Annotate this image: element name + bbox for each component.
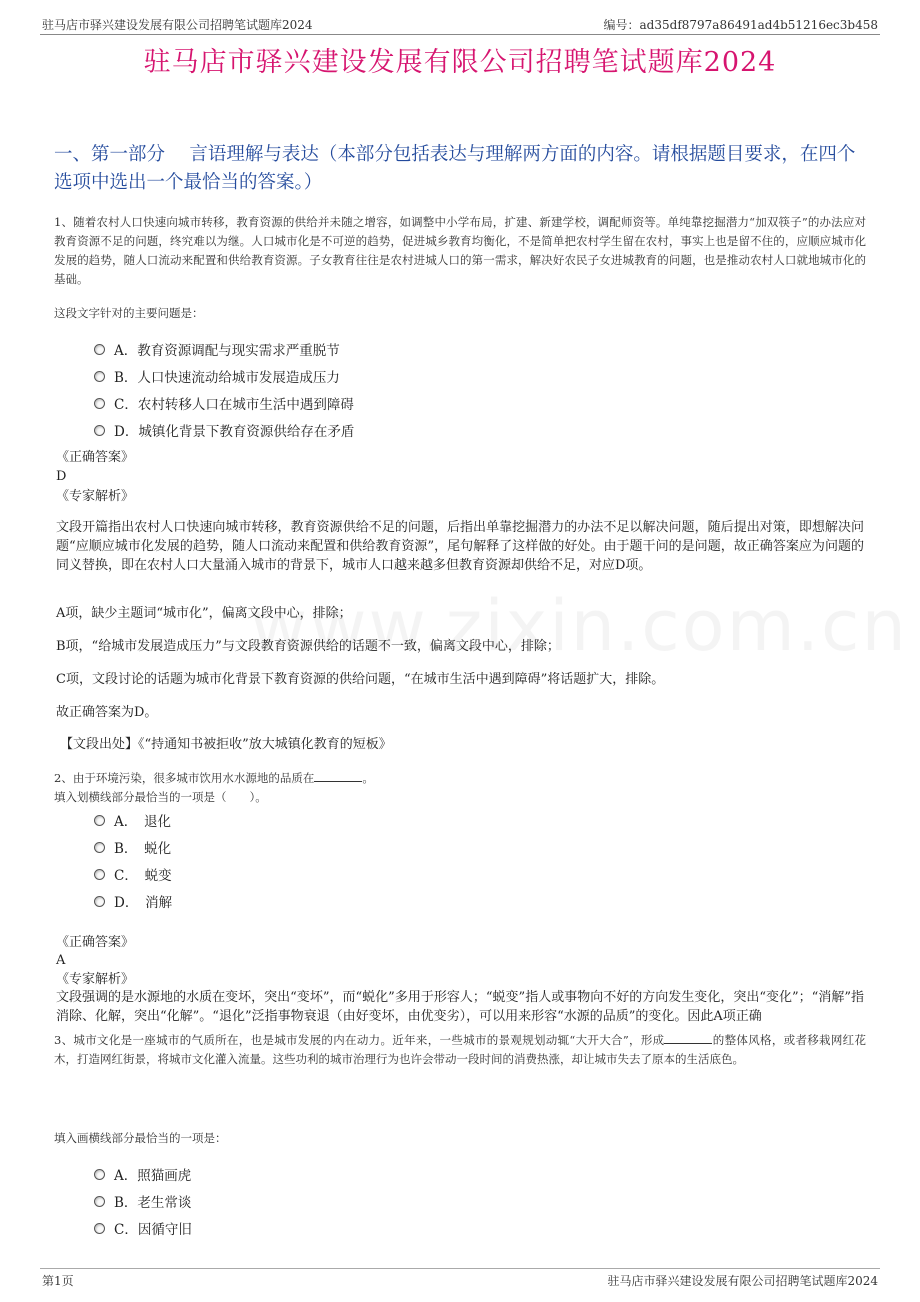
radio-button[interactable]	[94, 815, 105, 826]
header-divider	[40, 34, 880, 35]
q1-source: 【文段出处】《“持通知书被拒收”放大城镇化教育的短板》	[60, 737, 392, 752]
q2-prompt: 填入划横线部分最恰当的一项是（ ）。	[54, 790, 267, 804]
q1-option-a[interactable]: A．教育资源调配与现实需求严重脱节	[94, 338, 340, 360]
section-heading: 一、第一部分 言语理解与表达（本部分包括表达与理解两方面的内容。请根据题目要求，在四个选项中选出一个最恰当的答案。）	[54, 144, 856, 193]
q1-prompt: 这段文字针对的主要问题是：	[54, 306, 204, 320]
q1-option-b[interactable]: B．人口快速流动给城市发展造成压力	[94, 365, 340, 387]
q1-answer: D	[56, 469, 67, 484]
q1-option-d[interactable]: D．城镇化背景下教育资源供给存在矛盾	[94, 419, 354, 441]
footer-divider	[40, 1268, 880, 1269]
radio-button[interactable]	[94, 842, 105, 853]
radio-button[interactable]	[94, 344, 105, 355]
radio-button[interactable]	[94, 425, 105, 436]
q1-analysis-p5: 故正确答案为D。	[56, 705, 158, 720]
q3-option-c[interactable]: C．因循守旧	[94, 1217, 192, 1239]
q2-analysis-label: 《专家解析》	[56, 972, 135, 987]
q3-stem: 3、城市文化是一座城市的气质所在，也是城市发展的内在动力。近年来，一些城市的景观规划动辄“大开大合”，形成 的整体风格，或者移栽网红花木，打造网红街景，将城市文化灌入流量。这些功利的城市治理行为也许会带动一段时间的消费热涨，却让城市失去了原本的生活底色。	[54, 1033, 866, 1066]
q1-analysis-label: 《专家解析》	[56, 489, 135, 504]
q3-option-a[interactable]: A．照猫画虎	[94, 1163, 191, 1185]
header-doc-id: 编号：ad35df8797a86491ad4b51216ec3b458	[603, 18, 878, 32]
q2-option-d[interactable]: D． 消解	[94, 890, 172, 912]
q2-option-b[interactable]: B． 蜕化	[94, 836, 171, 858]
q1-analysis-p3: B项，“给城市发展造成压力”与文段教育资源供给的话题不一致，偏离文段中心，排除；	[56, 639, 560, 654]
q1-analysis-p1: 文段开篇指出农村人口快速向城市转移，教育资源供给不足的问题，后指出单靠挖掘潜力的办法不足以解决问题，随后提出对策，即想解决问题“应顺应城市化发展的趋势，随人口流动来配置和供给教育资源”，尾句解释了这样做的好处。由于题干问的是问题，故正确答案应为问题的同义替换，即在农村人口大量涌入城市的背景下，城市人口越来越多但教育资源却供给不足，对应D项。	[56, 520, 864, 573]
q2-option-c[interactable]: C． 蜕变	[94, 863, 172, 885]
q1-analysis-p2: A项，缺少主题词“城市化”，偏离文段中心，排除；	[56, 606, 352, 621]
fill-blank	[314, 770, 362, 782]
fill-blank	[664, 1032, 712, 1044]
q2-stem: 2、由于环境污染，很多城市饮用水水源地的品质在 。	[54, 771, 374, 785]
footer-doc-title: 驻马店市驿兴建设发展有限公司招聘笔试题库2024	[607, 1274, 878, 1288]
radio-button[interactable]	[94, 1223, 105, 1234]
q2-option-a[interactable]: A． 退化	[94, 809, 171, 831]
q1-analysis-p4: C项，文段讨论的话题为城市化背景下教育资源的供给问题，“在城市生活中遇到障碍”将话题扩大，排除。	[56, 672, 665, 687]
radio-button[interactable]	[94, 1169, 105, 1180]
page-number: 第1页	[42, 1274, 74, 1288]
radio-button[interactable]	[94, 371, 105, 382]
q3-option-b[interactable]: B．老生常谈	[94, 1190, 191, 1212]
q2-answer-label: 《正确答案》	[56, 935, 135, 950]
q1-stem: 1、随着农村人口快速向城市转移，教育资源的供给并未随之增容，如调整中小学布局，扩建、新建学校，调配师资等。单纯靠挖掘潜力“加双筷子”的办法应对教育资源不足的问题，终究难以为继。人口城市化是不可逆的趋势，促进城乡教育均衡化，不是简单把农村学生留在农村，事实上也是留不住的，应顺应城市化发展的趋势，随人口流动来配置和供给教育资源。子女教育往往是农村进城人口的第一需求，解决好农民子女进城教育的问题，也是推动农村人口就地城市化的基础。	[54, 215, 866, 286]
page-title: 驻马店市驿兴建设发展有限公司招聘笔试题库2024	[143, 47, 777, 78]
radio-button[interactable]	[94, 1196, 105, 1207]
q1-option-c[interactable]: C．农村转移人口在城市生活中遇到障碍	[94, 392, 354, 414]
radio-button[interactable]	[94, 896, 105, 907]
q3-prompt: 填入画横线部分最恰当的一项是：	[54, 1131, 227, 1145]
q2-analysis: 文段强调的是水源地的水质在变坏，突出“变坏”，而“蜕化”多用于形容人；“蜕变”指人或事物向不好的方向发生变化，突出“变化”；“消解”指消除、化解，突出“化解”。“退化”泛指事物衰退（由好变坏，由优变劣），可以用来形容“水源的品质”的变化。因此A项正确	[56, 990, 864, 1024]
radio-button[interactable]	[94, 398, 105, 409]
q1-answer-label: 《正确答案》	[56, 450, 135, 465]
q2-answer: A	[56, 953, 66, 968]
radio-button[interactable]	[94, 869, 105, 880]
header-doc-title: 驻马店市驿兴建设发展有限公司招聘笔试题库2024	[42, 18, 313, 32]
